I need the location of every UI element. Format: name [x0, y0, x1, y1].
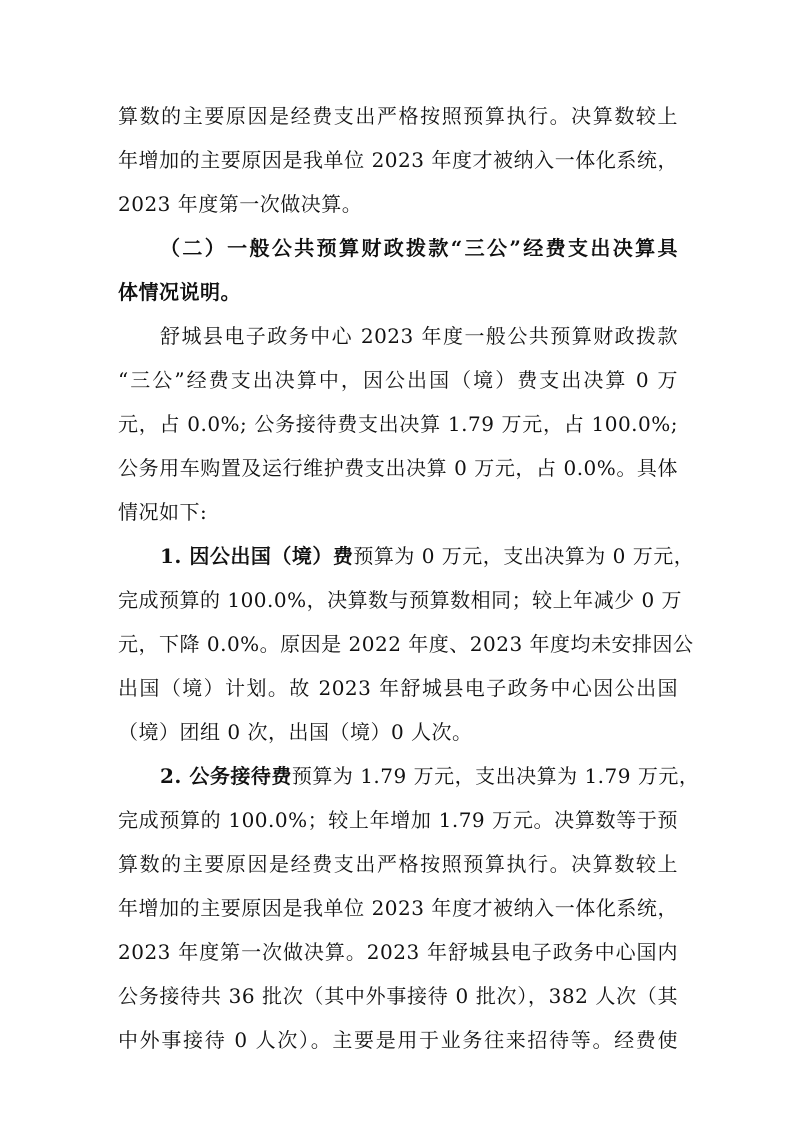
item-title-overseas: 1. 因公出国（境）费 [160, 544, 354, 568]
section-heading-cont: 体情况说明。 [118, 280, 241, 304]
paragraph-line: “三公”经费支出决算中，因公出国（境）费支出决算 0 万 [118, 368, 678, 392]
item-line-2 [160, 763, 700, 789]
paragraph-line: 年增加的主要原因是我单位 2023 年度才被纳入一体化系统， [118, 148, 678, 172]
paragraph-line: 年增加的主要原因是我单位 2023 年度才被纳入一体化系统， [118, 896, 678, 920]
paragraph-line: 完成预算的 100.0%；较上年增加 1.79 万元。决算数等于预 [118, 808, 678, 832]
paragraph-line: （境）团组 0 次，出国（境）0 人次。 [118, 720, 473, 744]
paragraph-line: 舒城县电子政务中心 2023 年度一般公共预算财政拨款 [160, 324, 678, 348]
paragraph-line: 完成预算的 100.0%，决算数与预算数相同；较上年减少 0 万 [118, 588, 683, 612]
item-title-reception: 2. 公务接待费 [160, 764, 292, 788]
paragraph-line: 元，下降 0.0%。原因是 2022 年度、2023 年度均未安排因公 [118, 632, 694, 656]
item-text: 预算为 0 万元，支出决算为 0 万元， [353, 544, 695, 568]
paragraph-line: 算数的主要原因是经费支出严格按照预算执行。决算数较上 [118, 104, 678, 128]
paragraph-line: 算数的主要原因是经费支出严格按照预算执行。决算数较上 [118, 852, 678, 876]
paragraph-line: 公务用车购置及运行维护费支出决算 0 万元，占 0.0%。具体 [118, 456, 678, 480]
item-text: 预算为 1.79 万元，支出决算为 1.79 万元， [291, 764, 700, 788]
paragraph-line: 情况如下: [118, 500, 208, 524]
paragraph-line: 出国（境）计划。故 2023 年舒城县电子政务中心因公出国 [118, 676, 678, 700]
paragraph-line: 公务接待共 36 批次（其中外事接待 0 批次），382 人次（其 [118, 984, 678, 1008]
paragraph-line: 2023 年度第一次做决算。 [118, 192, 363, 216]
item-line-1 [160, 543, 695, 569]
paragraph-line: 2023 年度第一次做决算。2023 年舒城县电子政务中心国内 [118, 940, 678, 964]
paragraph-line: 中外事接待 0 人次）。主要是用于业务往来招待等。经费使 [118, 1028, 678, 1052]
paragraph-line: 元，占 0.0%; 公务接待费支出决算 1.79 万元，占 100.0%; [118, 412, 678, 436]
section-heading: （二）一般公共预算财政拨款“三公”经费支出决算具 [160, 236, 678, 260]
